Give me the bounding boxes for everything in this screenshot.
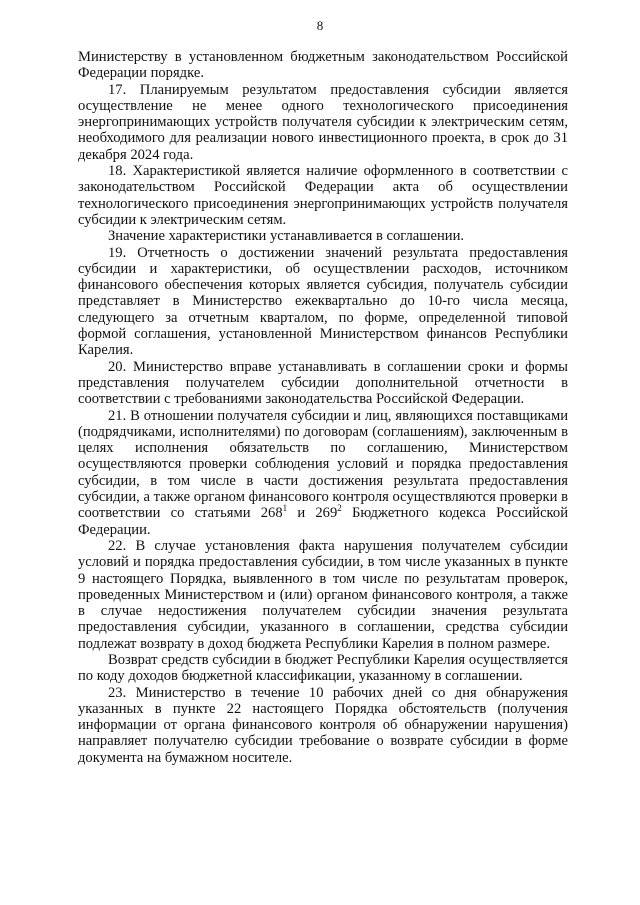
paragraph-23: 23. Министерство в течение 10 рабочих дней со дня обнаружения указанных в пункте 22 настоящего Порядка обстоятельств (получения информации от органа финансового контроля об обнаружении нарушения) направляет получателю субсидии требование о возврате субсидии в форме документа на бумажном носителе. — [78, 684, 568, 766]
paragraph-22: 22. В случае установления факта нарушения получателем субсидии условий и порядка предоставления субсидии, в том числе указанных в пункте 9 настоящего Порядка, выявленного в том числе по результатам проверок, проведенных Министерством и (или) органом финансового контроля, а также в случае недостижения получателем субсидии значения результата предоставления субсидии, указанного в соглашении, средства субсидии подлежат возврату в доход бюджета Республики Карелия в полном размере. — [78, 537, 568, 652]
superscript-2: 2 — [337, 503, 342, 514]
paragraph-19: 19. Отчетность о достижении значений результата предоставления субсидии и характеристики, об осуществлении расходов, источником финансового обеспечения которых является субсидия, получатель субсидии представляет в Министерство ежеквартально до 10-го числа месяца, следующего за отчетным кварталом, по форме, определенной типовой формой соглашения, установленной Министерством финансов Республики Карелия. — [78, 244, 568, 359]
page-number: 8 — [316, 18, 324, 33]
paragraph-18: 18. Характеристикой является наличие оформленного в соответствии с законодательством Российской Федерации акта об осуществлении технологического присоединения энергопринимающих устройств получателя субсидии к электрическим сетям. — [78, 163, 568, 228]
paragraph-continuation: Министерству в установленном бюджетным законодательством Российской Федерации порядке. — [78, 49, 568, 82]
paragraph-21-text-a: 21. В отношении получателя субсидии и лиц, являющихся поставщиками (подрядчиками, исполнителями) по договорам (соглашениям), заключенным в целях исполнения обязательств по соглашению, Министерством осуществляются проверки соблюдения условий и порядка предоставления субсидии, в том числе в части достижения результата предоставления субсидии, а также органом финансового контроля осуществляются проверки в соответствии со статьями 268 — [78, 407, 568, 522]
paragraph-17: 17. Планируемым результатом предоставления субсидии является осуществление не менее одного технологического присоединения энергопринимающих устройств получателя субсидии к электрическим сетям, необходимого для реализации нового инвестиционного проекта, в срок до 31 декабря 2024 года. — [78, 81, 568, 163]
paragraph-21-text-c: Бюджетного кодекса Российской Федерации. — [78, 505, 569, 538]
paragraph-18-value: Значение характеристики устанавливается в соглашении. — [108, 228, 465, 245]
paragraph-20: 20. Министерство вправе устанавливать в соглашении сроки и формы представления получателем субсидии дополнительной отчетности в соответствии с требованиями законодательства Российской Федерации. — [78, 358, 568, 408]
document-body — [78, 49, 568, 766]
paragraph-21 — [78, 408, 568, 538]
superscript-1: 1 — [282, 503, 288, 514]
paragraph-21-text-b: и 269 — [287, 505, 338, 522]
paragraph-22-refund: Возврат средств субсидии в бюджет Республики Карелия осуществляется по коду доходов бюджетной классификации, указанному в соглашении. — [78, 651, 568, 685]
